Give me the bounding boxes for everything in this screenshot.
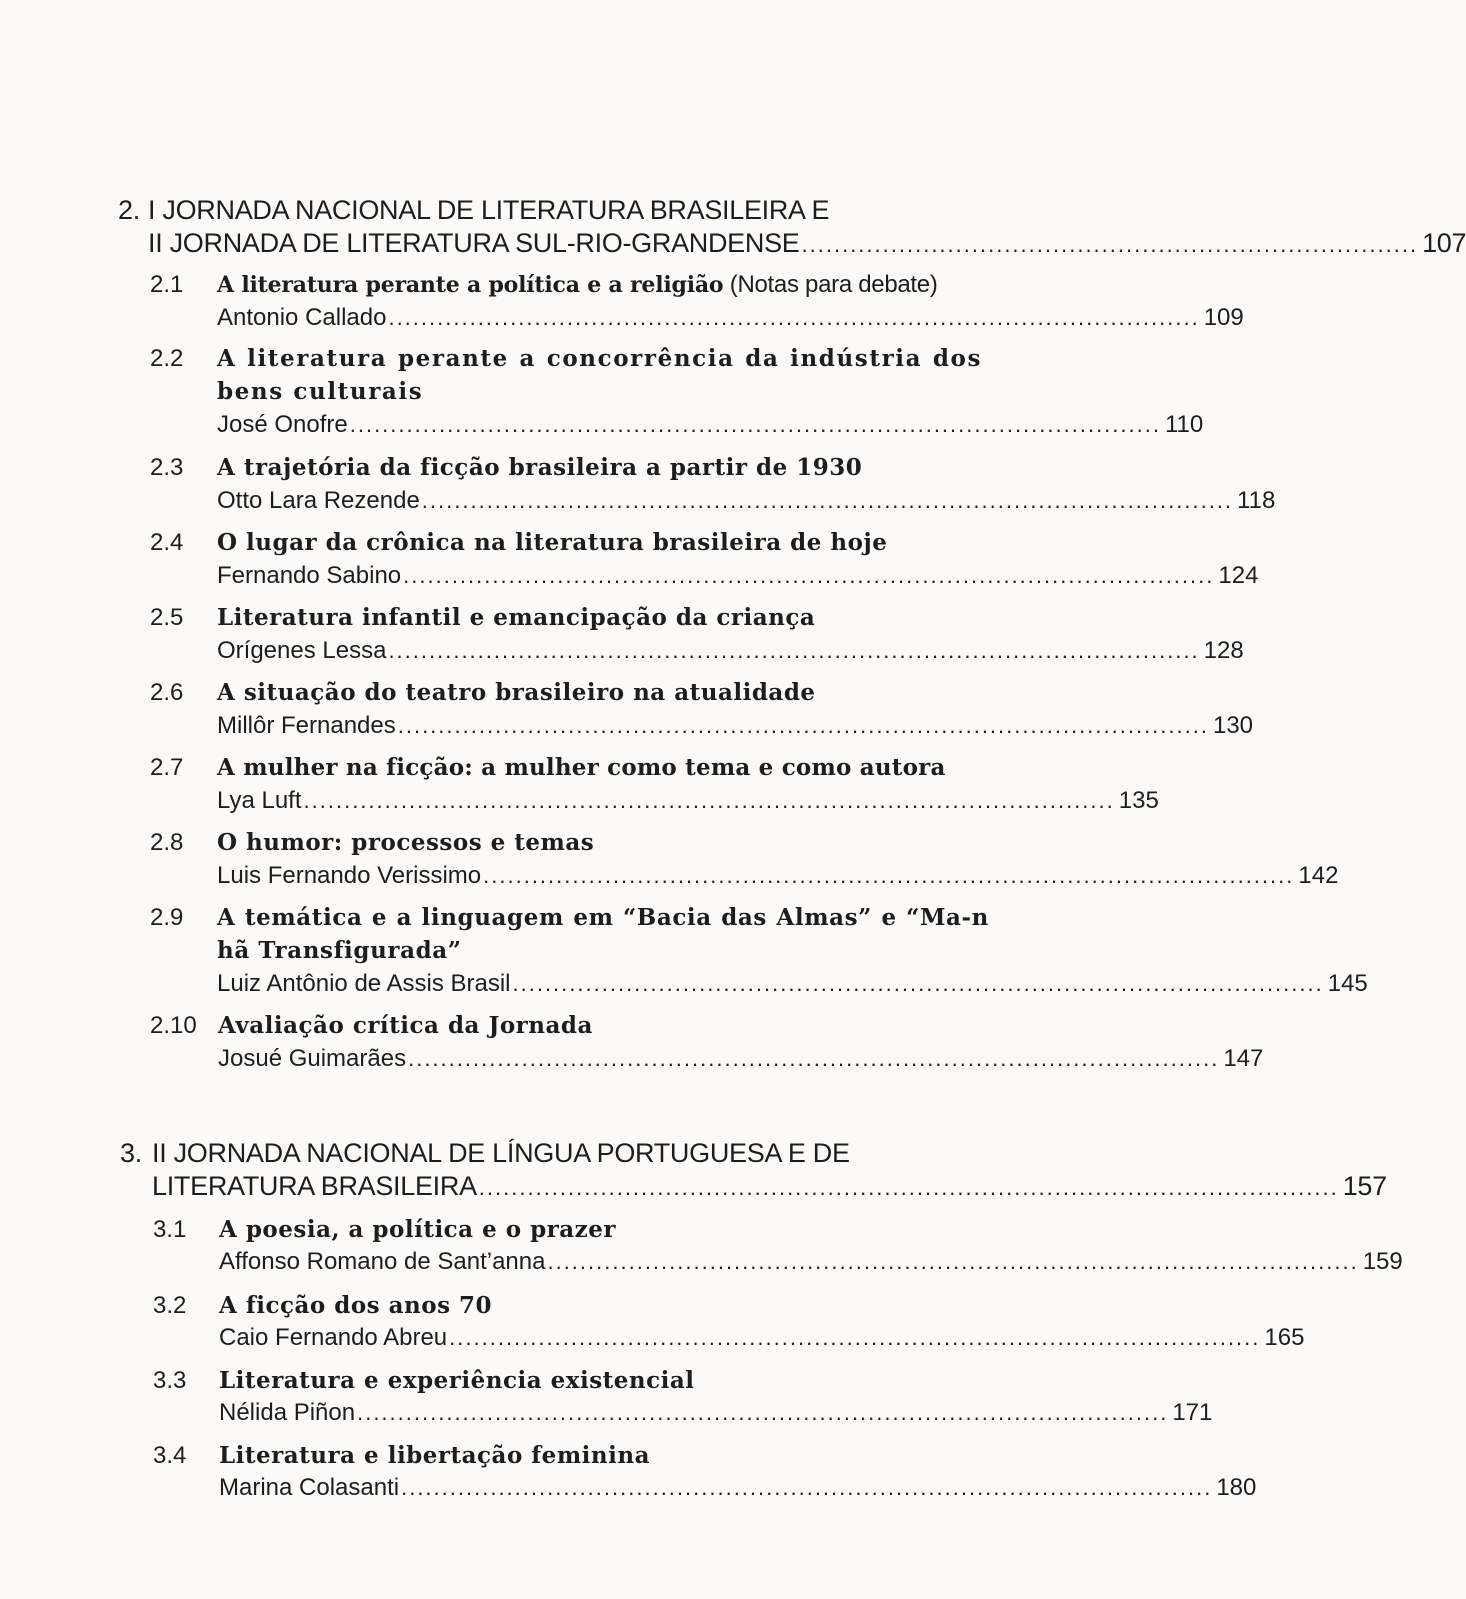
leader-dots: .................................................................................................... [349, 412, 1161, 437]
entry-page-number: 165 [1264, 1324, 1305, 1351]
section-number: 3. [120, 1138, 142, 1168]
entry-number: 2.4 [150, 529, 184, 556]
entry-title: A literatura perante a concorrência da indústria dos bens culturais [217, 345, 982, 405]
leader-dots: .................................................................................................... [403, 563, 1215, 588]
entry-title: A trajetória da ficção brasileira a partir de 1930 [217, 454, 863, 481]
entry-page-number: 135 [1118, 787, 1159, 814]
entry-title: Avaliação crítica da Jornada [218, 1012, 593, 1039]
entry-author-row [219, 1396, 1213, 1429]
entry-page-number: 124 [1218, 562, 1259, 589]
entry-author-row [217, 408, 1204, 441]
entry-author: Antonio Callado [217, 304, 387, 331]
entry-number: 2.10 [150, 1012, 197, 1039]
entry-title: Literatura e libertação feminina [219, 1442, 650, 1469]
section-title-line2-row [148, 226, 1466, 262]
entry-page-number: 171 [1172, 1399, 1213, 1426]
entry-title [217, 268, 1032, 302]
entry-number: 2.1 [150, 271, 184, 298]
entry-title: A temática e a linguagem em “Bacia das Almas” e “Ma-nhã Transfigurada” [217, 904, 989, 964]
entry-author: Affonso Romano de Sant’anna [219, 1248, 546, 1275]
entry-author: Marina Colasanti [219, 1474, 400, 1501]
section-number: 2. [118, 195, 140, 225]
entry-page-number: 159 [1362, 1248, 1403, 1275]
entry-author: Orígenes Lessa [217, 637, 387, 664]
entry-author-row [218, 1042, 1264, 1075]
section-title-line2: LITERATURA BRASILEIRA [152, 1171, 477, 1201]
entry-number: 2.3 [150, 454, 184, 481]
entry-author-row [217, 784, 1159, 817]
entry-author-row [219, 1471, 1257, 1504]
leader-dots: ............................................................................ [801, 232, 1419, 257]
entry-author-row [219, 1245, 1403, 1278]
entry-author-row [217, 859, 1339, 892]
section-title-line1: I JORNADA NACIONAL DE LITERATURA BRASILEIRA E [148, 195, 830, 225]
entry-number: 3.4 [153, 1442, 187, 1469]
entry-author: Luiz Antônio de Assis Brasil [217, 970, 511, 997]
section-title-line2: II JORNADA DE LITERATURA SUL-RIO-GRANDENSE [148, 228, 800, 258]
entry-author-row [217, 301, 1244, 334]
entry-page-number: 109 [1203, 304, 1244, 331]
entry-number: 3.3 [153, 1367, 187, 1394]
entry-author-row [217, 559, 1259, 592]
entry-author: Lya Luft [217, 787, 302, 814]
entry-title-note: (Notas para debate) [723, 271, 938, 298]
entry-author: Nélida Piñon [219, 1399, 356, 1426]
section-title-line1: II JORNADA NACIONAL DE LÍNGUA PORTUGUESA E DE [152, 1138, 850, 1168]
entry-author: Caio Fernando Abreu [219, 1324, 448, 1351]
entry-number: 2.8 [150, 829, 184, 856]
section-page-number: 157 [1342, 1171, 1387, 1201]
entry-author: José Onofre [217, 411, 348, 438]
leader-dots: .................................................................................................... [303, 788, 1115, 813]
entry-author-row [219, 1321, 1305, 1354]
entry-number: 2.5 [150, 604, 184, 631]
entry-author: Millôr Fernandes [217, 712, 396, 739]
entry-number: 3.1 [153, 1216, 187, 1243]
entry-number: 2.2 [150, 345, 184, 372]
entry-title: A ficção dos anos 70 [219, 1292, 493, 1319]
leader-dots: .................................................................................................... [512, 971, 1324, 996]
entry-author-row [217, 967, 1368, 1000]
entry-page-number: 110 [1164, 411, 1204, 438]
entry-author: Luis Fernando Verissimo [217, 862, 482, 889]
leader-dots: .................................................................................................... [547, 1249, 1359, 1274]
entry-number: 3.2 [153, 1292, 187, 1319]
entry-title: A poesia, a política e o prazer [219, 1216, 616, 1243]
entry-author: Otto Lara Rezende [217, 487, 420, 514]
leader-dots: .......................................................................................................... [478, 1175, 1339, 1200]
entry-author: Josué Guimarães [218, 1045, 407, 1072]
entry-page-number: 180 [1216, 1474, 1257, 1501]
leader-dots: .................................................................................................... [397, 713, 1209, 738]
entry-number: 2.9 [150, 904, 184, 931]
entry-number: 2.7 [150, 754, 184, 781]
entry-title-text: A literatura perante a política e a religião [217, 272, 724, 298]
entry-page-number: 130 [1212, 712, 1254, 739]
entry-title: Literatura e experiência existencial [219, 1367, 695, 1394]
entry-author-row [217, 634, 1244, 667]
entry-author-row [217, 709, 1254, 742]
leader-dots: .................................................................................................... [401, 1475, 1213, 1500]
entry-page-number: 118 [1237, 487, 1276, 514]
entry-author-row [217, 484, 1276, 517]
leader-dots: .................................................................................................... [483, 863, 1295, 888]
entry-author: Fernando Sabino [217, 562, 402, 589]
entry-title: O lugar da crônica na literatura brasileira de hoje [217, 529, 888, 556]
section-title-line2-row [152, 1169, 1387, 1205]
leader-dots: .................................................................................................... [408, 1046, 1220, 1071]
entry-page-number: 128 [1203, 637, 1244, 664]
entry-title: A situação do teatro brasileiro na atualidade [217, 679, 816, 706]
entry-page-number: 145 [1327, 970, 1368, 997]
entry-page-number: 147 [1223, 1045, 1264, 1072]
section-page-number: 107 [1422, 228, 1466, 258]
leader-dots: .................................................................................................... [388, 305, 1200, 330]
leader-dots: .................................................................................................... [357, 1400, 1169, 1425]
entry-number: 2.6 [150, 679, 184, 706]
entry-title: A mulher na ficção: a mulher como tema e como autora [217, 754, 946, 781]
entry-page-number: 142 [1298, 862, 1339, 889]
leader-dots: .................................................................................................... [449, 1325, 1261, 1350]
leader-dots: .................................................................................................... [421, 488, 1234, 513]
entry-title: Literatura infantil e emancipação da criança [217, 604, 816, 631]
leader-dots: .................................................................................................... [388, 638, 1200, 663]
entry-title: O humor: processos e temas [217, 829, 595, 856]
